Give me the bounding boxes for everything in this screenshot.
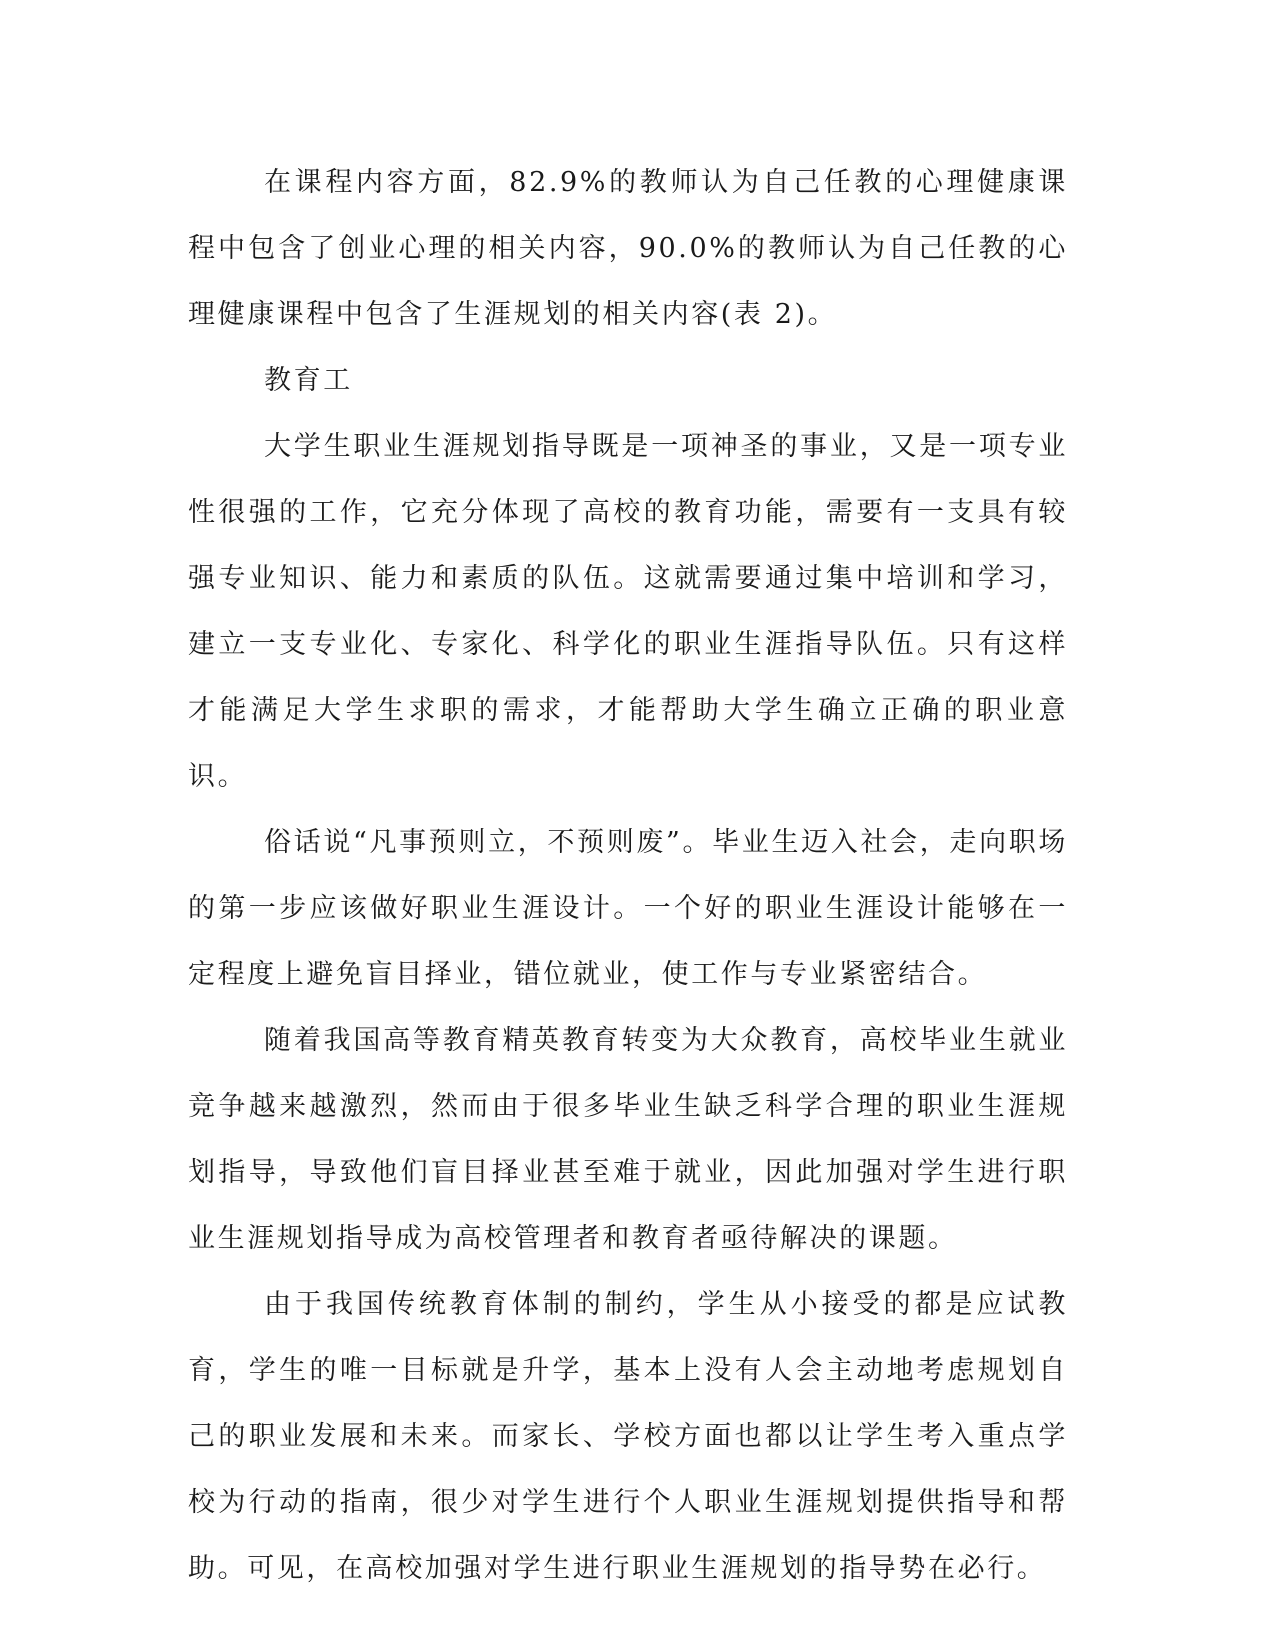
- paragraph-employment-competition: 随着我国高等教育精英教育转变为大众教育，高校毕业生就业竞争越来越激烈，然而由于很多毕业生缺乏科学合理的职业生涯规划指导，导致他们盲目择业甚至难于就业，因此加强对学生进行职业生涯规划指导成为高校管理者和教育者亟待解决的课题。: [188, 1025, 1068, 1254]
- paragraph-proverb: 俗话说“凡事预则立，不预则废”。毕业生迈入社会，走向职场的第一步应该做好职业生涯设计。一个好的职业生涯设计能够在一定程度上避免盲目择业，错位就业，使工作与专业紧密结合。: [188, 827, 1068, 990]
- paragraph-career-guidance: 大学生职业生涯规划指导既是一项神圣的事业，又是一项专业性很强的工作，它充分体现了高校的教育功能，需要有一支具有较强专业知识、能力和素质的队伍。这就需要通过集中培训和学习，建立一支专业化、专家化、科学化的职业生涯指导队伍。只有这样才能满足大学生求职的需求，才能帮助大学生确立正确的职业意识。: [188, 431, 1068, 792]
- paragraph-education-system: 由于我国传统教育体制的制约，学生从小接受的都是应试教育，学生的唯一目标就是升学，基本上没有人会主动地考虑规划自己的职业发展和未来。而家长、学校方面也都以让学生考入重点学校为行动的指南，很少对学生进行个人职业生涯规划提供指导和帮助。可见，在高校加强对学生进行职业生涯规划的指导势在必行。: [188, 1289, 1068, 1584]
- paragraph-course-content: 在课程内容方面，82.9%的教师认为自己任教的心理健康课程中包含了创业心理的相关内容，90.0%的教师认为自己任教的心理健康课程中包含了生涯规划的相关内容(表 2)。: [188, 167, 1068, 330]
- section-heading: 教育工: [264, 365, 353, 396]
- document-body: [188, 150, 1068, 1602]
